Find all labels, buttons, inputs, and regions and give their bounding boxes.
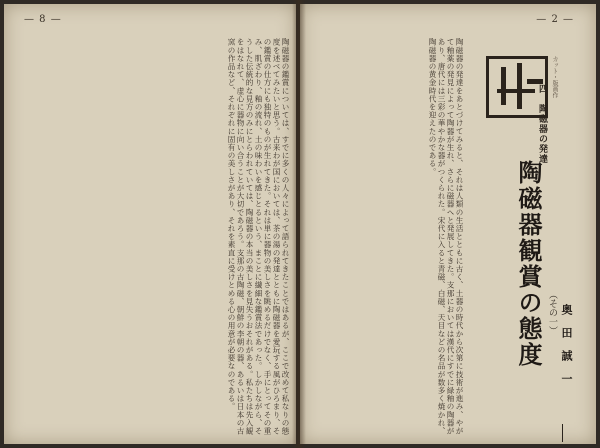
author-name: 奥田誠一 [560,304,573,396]
left-page-body: 陶磁器の鑑賞については、すでに多くの人々によって語られてきたことではあるが、ここで改めて私なりの態度を述べてみたいと思う。古来わが国においては、茶の湯の発達とともに陶磁器を愛玩する風がひろまり、その鑑賞の仕方にも独特のものが生れてきた。それは単に器物の美しさを眺めるだけでなく、手にとってその重み、肌ざわり、釉の流れ、土の味わいを感じとるという、まことに繊細な鑑賞法であった。しかしながら、そうした伝統的な見方のみにとらわれていては、陶磁器の本当の美しさを見失うおそれがある。私たちは先入観をはなれて、虚心に器物に向い合うことが大切であろう。支那の古陶磁、朝鮮の李朝の器、あるいは日本の古窯の作品など、それぞれに固有の美しさがあり、それを素直に受けとめる心の用意が必要なのである。 [227,38,290,435]
left-page-number: — 8 — [24,14,62,25]
article-subtitle: （その一） [547,290,557,335]
section-heading: 四 陶磁器の発達 [537,84,547,164]
book-gutter [292,0,306,448]
pottery-motif-icon [486,56,548,118]
article-title: 陶磁器観賞の態度 [514,160,543,368]
left-page [4,4,296,444]
right-page-number: — 2 — [536,14,574,25]
motif-caption: カット・版画作 [551,56,558,98]
right-page-body: 陶磁器の発達をあとづけてみると、それは人類の生活とともに古く、土器の時代から次第に技術が進み、やがて釉薬の発見によって陶器が生れ、さらに磁器へと発展してきた。支那においては漢代にすでに緑釉の陶器があり、唐代には三彩の華やかな器がつくられた。宋代に入ると青磁、白磁、天目などの名品が数多く焼かれ、陶磁器の黄金時代を迎えたのである。 [428,38,464,435]
author-rule [562,424,563,442]
right-page [300,4,596,444]
